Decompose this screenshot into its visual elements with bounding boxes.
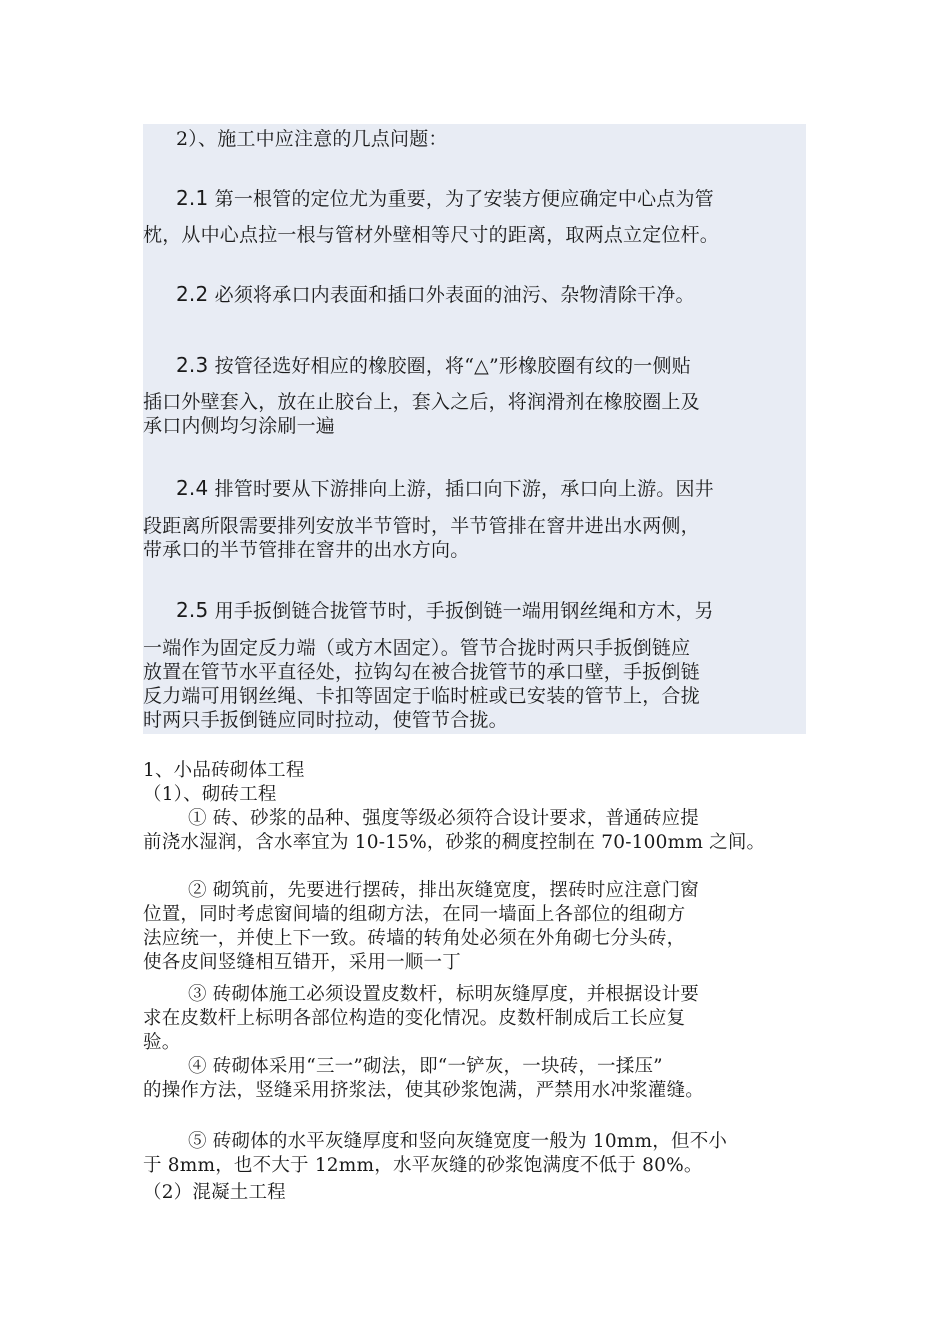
item-2-5-line-3: 放置在管节水平直径处，拉钩勾在被合拢管节的承口壁，手扳倒链 [143,661,700,683]
item-number: 2.3 [176,353,209,377]
item-text: 必须将承口内表面和插口外表面的油污、杂物清除干净。 [208,284,695,306]
item-2-5-line-5: 时两只手扳倒链应同时拉动，使管节合拢。 [143,709,508,731]
point-3-line-3: 验。 [143,1032,181,1053]
item-text: 排管时要从下游排向上游，插口向下游，承口向上游。因井 [208,478,714,500]
item-2-5-line-1 [176,598,714,623]
item-2-3-line-1 [176,353,691,378]
item-2-3-line-3: 承口内侧均匀涂刷一遍 [143,415,336,437]
point-4-line-1: ④ 砖砌体采用“三一”砌法，即“一铲灰，一块砖，一揉压” [188,1056,663,1077]
point-5-line-1: ⑤ 砖砌体的水平灰缝厚度和竖向灰缝宽度一般为 10mm，但不小 [188,1131,728,1152]
point-2-line-1: ② 砌筑前，先要进行摆砖，排出灰缝宽度，摆砖时应注意门窗 [188,880,699,901]
item-number: 2.2 [176,282,209,306]
point-2-line-3: 法应统一，并使上下一致。砖墙的转角处必须在外角砌七分头砖， [143,928,686,949]
point-2-line-2: 位置，同时考虑窗间墙的组砌方法，在同一墙面上各部位的组砌方 [143,904,686,925]
item-2-4-line-2: 段距离所限需要排列安放半节管时，半节管排在窨井进出水两侧， [143,515,700,537]
section2-heading: 2）、施工中应注意的几点问题： [176,128,448,150]
item-text: 第一根管的定位尤为重要，为了安装方便应确定中心点为管 [208,188,714,210]
item-2-2-line-1 [176,282,695,307]
item-2-3-line-2: 插口外壁套入，放在止胶台上，套入之后，将润滑剂在橡胶圈上及 [143,391,700,413]
item-2-1-line-2: 枕，从中心点拉一根与管材外壁相等尺寸的距离，取两点立定位杆。 [143,224,720,246]
item-2-5-line-2: 一端作为固定反力端（或方木固定）。管节合拢时两只手扳倒链应 [143,637,691,659]
item-number: 2.4 [176,476,209,500]
section1-heading: 1、小品砖砌体工程 [143,760,305,781]
item-2-5-line-4: 反力端可用钢丝绳、卡扣等固定于临时桩或已安装的管节上，合拢 [143,685,700,707]
point-1-line-1: ① 砖、砂浆的品种、强度等级必须符合设计要求，普通砖应提 [188,808,699,829]
point-3-line-1: ③ 砖砌体施工必须设置皮数杆，标明灰缝厚度，并根据设计要 [188,984,699,1005]
item-number: 2.1 [176,186,209,210]
item-text: 用手扳倒链合拢管节时，手扳倒链一端用钢丝绳和方木，另 [208,600,714,622]
item-2-1-line-1 [176,186,714,211]
point-5-line-2: 于 8mm，也不大于 12mm，水平灰缝的砂浆饱满度不低于 80%。 [143,1155,703,1176]
item-text: 按管径选好相应的橡胶圈，将“△”形橡胶圈有纹的一侧贴 [208,355,691,377]
subsection-masonry-heading: （1）、砌砖工程 [143,784,277,805]
item-number: 2.5 [176,598,209,622]
item-2-4-line-1 [176,476,714,501]
point-2-line-4: 使各皮间竖缝相互错开，采用一顺一丁 [143,952,461,973]
subsection-concrete-heading: （2）混凝土工程 [143,1182,286,1203]
point-4-line-2: 的操作方法，竖缝采用挤浆法，使其砂浆饱满，严禁用水冲浆灌缝。 [143,1080,705,1101]
point-3-line-2: 求在皮数杆上标明各部位构造的变化情况。皮数杆制成后工长应复 [143,1008,686,1029]
point-1-line-2: 前浇水湿润，含水率宜为 10-15%，砂浆的稠度控制在 70-100mm 之间。 [143,832,766,853]
item-2-4-line-3: 带承口的半节管排在窨井的出水方向。 [143,539,470,561]
